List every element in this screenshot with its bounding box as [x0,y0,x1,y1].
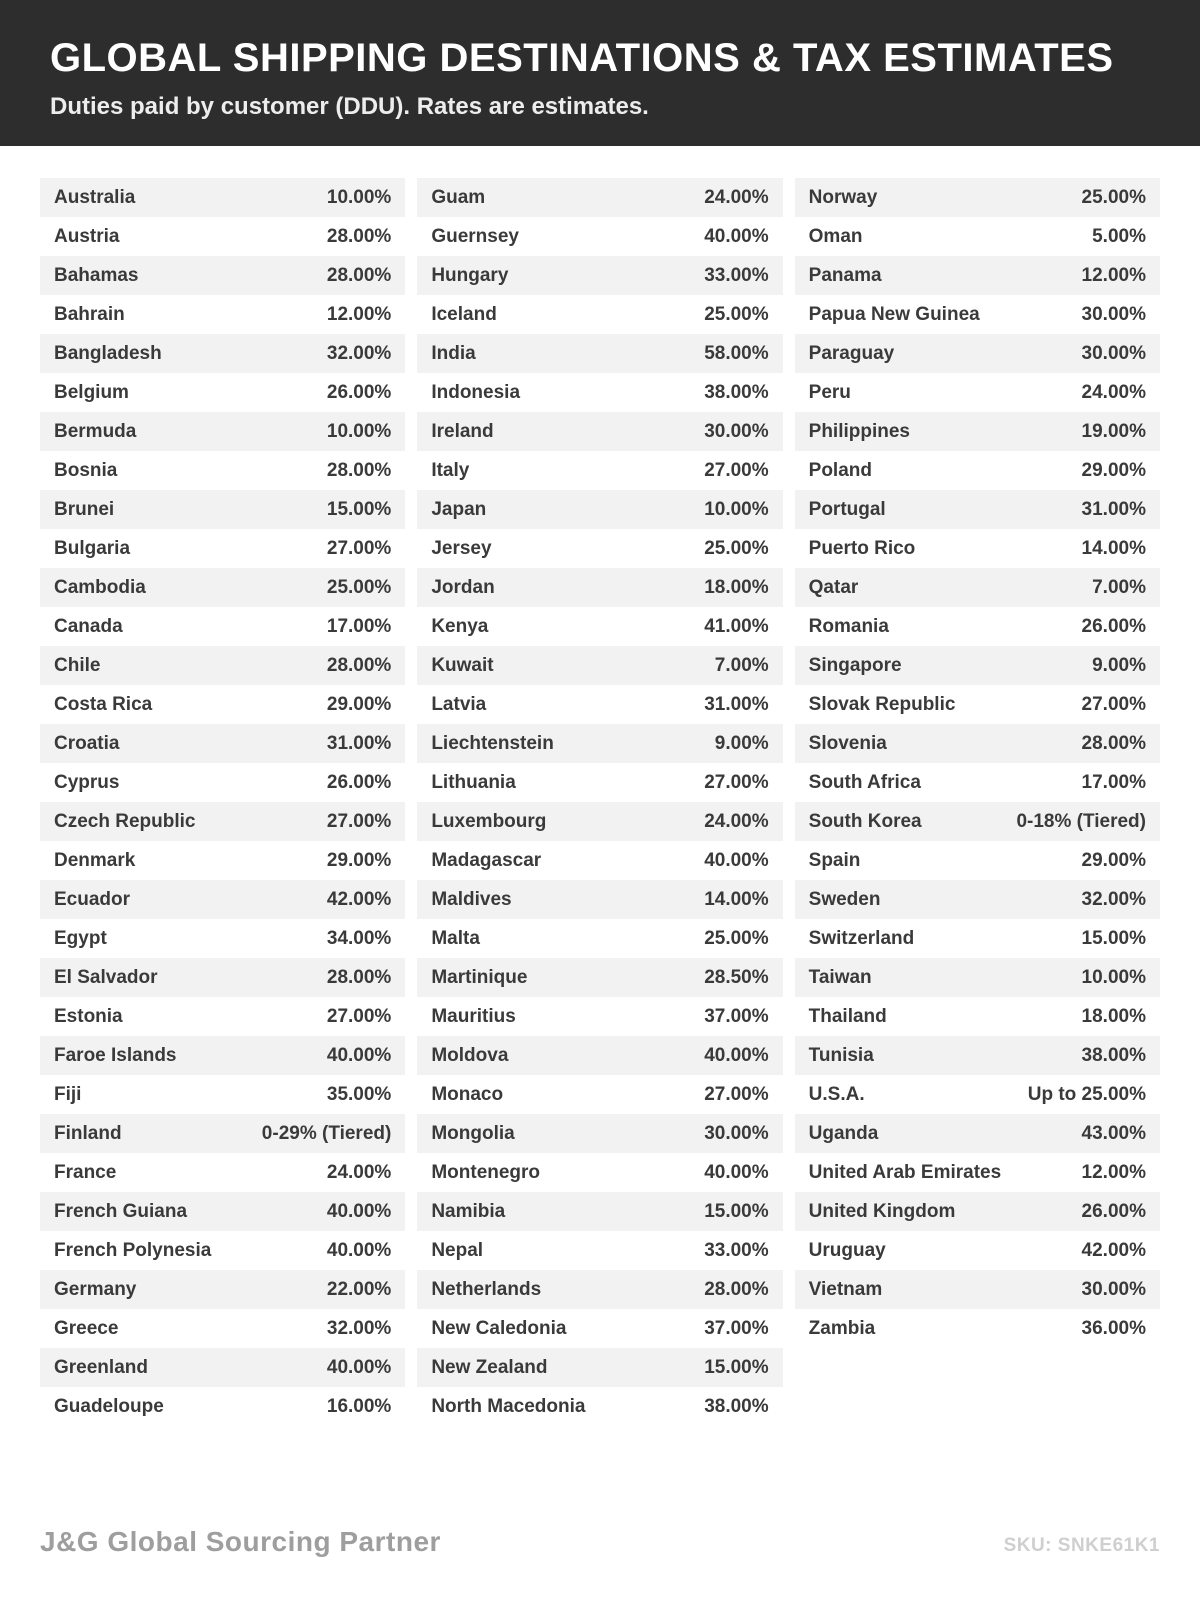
country-name: Portugal [808,498,886,520]
tax-rate: 25.00% [326,576,392,598]
tax-rate: 7.00% [1092,576,1146,598]
table-row [40,412,405,451]
country-name: Philippines [808,420,911,442]
tax-rate: 31.00% [1081,498,1146,520]
tax-rate: 27.00% [704,459,769,481]
country-name: Japan [431,498,487,520]
table-row [417,997,782,1036]
tax-rate: 37.00% [704,1317,769,1339]
country-name: Faroe Islands [54,1044,177,1066]
table-row [795,178,1160,217]
tax-rate: 43.00% [1081,1122,1146,1144]
country-name: Jordan [431,576,495,598]
table-row [40,295,405,334]
table-row [40,607,405,646]
tax-rate: 30.00% [1081,1278,1146,1300]
tax-rate: 38.00% [704,1395,769,1417]
table-row [417,529,782,568]
tax-rate: 24.00% [704,186,769,208]
country-name: Indonesia [431,381,521,403]
table-row [795,295,1160,334]
table-row [417,1192,782,1231]
table-row [795,529,1160,568]
country-name: Greece [54,1317,119,1339]
country-name: Cyprus [54,771,120,793]
table-row [795,919,1160,958]
country-name: Spain [808,849,861,871]
tax-rate: 25.00% [1081,186,1146,208]
table-row [40,373,405,412]
table-row [417,1309,782,1348]
country-name: Ireland [431,420,494,442]
tax-rate: 28.50% [704,966,769,988]
country-name: Zambia [808,1317,876,1339]
tax-rate: 16.00% [326,1395,392,1417]
tax-rate: 25.00% [704,303,769,325]
country-name: Bahrain [54,303,125,325]
tax-rate: 18.00% [1081,1005,1146,1027]
table-row [40,958,405,997]
table-column-2 [417,178,782,1426]
country-name: Ecuador [54,888,131,910]
tax-rate: 12.00% [1081,1161,1146,1183]
table-row [40,529,405,568]
tax-rate: 24.00% [1081,381,1146,403]
table-row [417,1387,782,1426]
tax-rate: Up to 25.00% [1027,1083,1146,1105]
table-row [417,1270,782,1309]
tax-rate: 29.00% [326,693,392,715]
country-name: Slovenia [808,732,887,754]
country-name: Greenland [54,1356,148,1378]
country-name: North Macedonia [431,1395,586,1417]
country-name: Maldives [431,888,512,910]
tax-rate: 40.00% [704,225,769,247]
table-row [795,1309,1160,1348]
table-row [795,1153,1160,1192]
table-row [795,568,1160,607]
country-name: United Kingdom [808,1200,956,1222]
country-name: El Salvador [54,966,158,988]
country-name: Bosnia [54,459,118,481]
country-name: Liechtenstein [431,732,554,754]
tax-rate: 38.00% [1081,1044,1146,1066]
table-row [40,256,405,295]
country-name: Cambodia [54,576,146,598]
country-name: Bangladesh [54,342,162,364]
table-row [40,919,405,958]
tax-rate: 29.00% [1081,849,1146,871]
table-row [417,568,782,607]
country-name: Puerto Rico [808,537,916,559]
tax-rate: 22.00% [326,1278,392,1300]
tax-rate: 27.00% [1081,693,1146,715]
table-row [40,1192,405,1231]
tax-rate: 0-29% (Tiered) [261,1122,392,1144]
country-name: U.S.A. [808,1083,865,1105]
table-column-1 [40,178,405,1426]
country-name: Sweden [808,888,881,910]
table-row [40,217,405,256]
country-name: Egypt [54,927,107,949]
table-row [795,997,1160,1036]
table-row [417,490,782,529]
tax-rate: 32.00% [326,1317,392,1339]
table-column-3 [795,178,1160,1426]
country-name: French Guiana [54,1200,188,1222]
table-row [795,451,1160,490]
tax-rate: 37.00% [704,1005,769,1027]
tax-rate: 12.00% [1081,264,1146,286]
tax-rate: 33.00% [704,264,769,286]
tax-rate: 31.00% [326,732,392,754]
tax-rate: 10.00% [326,186,392,208]
country-name: Belgium [54,381,129,403]
country-name: Thailand [808,1005,887,1027]
table-row [40,334,405,373]
table-row [795,646,1160,685]
country-name: Guam [431,186,486,208]
tax-rate: 41.00% [704,615,769,637]
tax-rate: 28.00% [326,264,392,286]
table-row [417,217,782,256]
tax-rate: 28.00% [704,1278,769,1300]
table-row [417,256,782,295]
country-name: India [431,342,476,364]
table-row [40,1387,405,1426]
tax-rate: 33.00% [704,1239,769,1261]
tax-rate: 32.00% [1081,888,1146,910]
table-row [40,880,405,919]
table-row [795,373,1160,412]
tax-rate: 38.00% [704,381,769,403]
table-row [795,1270,1160,1309]
table-row [795,724,1160,763]
table-row [417,412,782,451]
tax-rate: 24.00% [326,1161,392,1183]
table-row [417,1036,782,1075]
country-name: Kuwait [431,654,494,676]
country-name: French Polynesia [54,1239,212,1261]
tax-rate: 25.00% [704,537,769,559]
table-row [795,334,1160,373]
tax-rate: 28.00% [326,225,392,247]
tax-rate: 15.00% [704,1356,769,1378]
country-name: South Africa [808,771,921,793]
country-name: Estonia [54,1005,123,1027]
tax-rate: 40.00% [704,1044,769,1066]
table-row [417,295,782,334]
table-row [417,178,782,217]
table-row [417,334,782,373]
sku-label: SKU: SNKE61K1 [1003,1535,1160,1556]
table-row [40,1309,405,1348]
tax-rate: 15.00% [1081,927,1146,949]
country-name: Finland [54,1122,122,1144]
table-row [795,1075,1160,1114]
country-name: United Arab Emirates [808,1161,1002,1183]
tax-rate-table [0,146,1200,1426]
country-name: Fiji [54,1083,82,1105]
table-row [40,724,405,763]
table-row [40,841,405,880]
country-name: Bahamas [54,264,139,286]
country-name: Montenegro [431,1161,541,1183]
page-header [0,0,1200,146]
table-row [40,685,405,724]
page-subtitle: Duties paid by customer (DDU). Rates are estimates. [50,93,649,120]
country-name: South Korea [808,810,922,832]
table-row [795,607,1160,646]
tax-rate: 28.00% [326,966,392,988]
country-name: Germany [54,1278,137,1300]
country-name: Italy [431,459,470,481]
tax-rate: 14.00% [704,888,769,910]
country-name: Croatia [54,732,120,754]
tax-rate: 40.00% [326,1044,392,1066]
country-name: Australia [54,186,136,208]
tax-rate: 5.00% [1092,225,1146,247]
tax-rate: 29.00% [326,849,392,871]
tax-rate: 36.00% [1081,1317,1146,1339]
table-row [417,1075,782,1114]
table-row [40,568,405,607]
table-row [795,763,1160,802]
tax-rate: 27.00% [704,771,769,793]
country-name: Malta [431,927,480,949]
tax-rate: 15.00% [704,1200,769,1222]
table-row [417,724,782,763]
tax-rate: 28.00% [1081,732,1146,754]
table-row [40,1348,405,1387]
table-row [417,919,782,958]
table-row [40,490,405,529]
table-row [40,451,405,490]
table-row [417,685,782,724]
country-name: Uganda [808,1122,879,1144]
country-name: Monaco [431,1083,504,1105]
table-row [417,607,782,646]
country-name: France [54,1161,117,1183]
table-row [417,802,782,841]
tax-rate: 10.00% [1081,966,1146,988]
table-row [417,880,782,919]
tax-rate: 29.00% [1081,459,1146,481]
tax-rate: 9.00% [1092,654,1146,676]
tax-rate: 40.00% [704,1161,769,1183]
tax-rate: 14.00% [1081,537,1146,559]
country-name: Lithuania [431,771,516,793]
country-name: Bulgaria [54,537,131,559]
country-name: Slovak Republic [808,693,956,715]
table-row [795,1192,1160,1231]
table-row [417,646,782,685]
table-row [795,1114,1160,1153]
country-name: Iceland [431,303,497,325]
country-name: Poland [808,459,872,481]
country-name: Brunei [54,498,115,520]
table-row [795,490,1160,529]
country-name: Latvia [431,693,487,715]
table-row [795,880,1160,919]
country-name: Romania [808,615,889,637]
country-name: Qatar [808,576,859,598]
page-title: GLOBAL SHIPPING DESTINATIONS & TAX ESTIMATES [50,36,1114,80]
table-row [417,1153,782,1192]
tax-rate: 27.00% [704,1083,769,1105]
tax-rate: 58.00% [704,342,769,364]
country-name: Guernsey [431,225,519,247]
tax-rate: 42.00% [326,888,392,910]
table-row [795,958,1160,997]
tax-rate: 30.00% [1081,342,1146,364]
country-name: Martinique [431,966,528,988]
table-row [795,217,1160,256]
table-row [417,451,782,490]
table-row [795,412,1160,451]
country-name: Hungary [431,264,509,286]
country-name: Peru [808,381,851,403]
country-name: New Caledonia [431,1317,567,1339]
country-name: Paraguay [808,342,895,364]
tax-rate: 7.00% [714,654,769,676]
country-name: Taiwan [808,966,872,988]
tax-rate: 24.00% [704,810,769,832]
table-row [417,1231,782,1270]
tax-rate: 27.00% [326,1005,392,1027]
tax-rate: 34.00% [326,927,392,949]
country-name: Czech Republic [54,810,196,832]
country-name: Kenya [431,615,489,637]
country-name: Mauritius [431,1005,516,1027]
table-row [40,178,405,217]
tax-rate: 19.00% [1081,420,1146,442]
tax-rate: 30.00% [704,420,769,442]
table-row [40,1231,405,1270]
country-name: Netherlands [431,1278,542,1300]
country-name: Bermuda [54,420,137,442]
tax-rate: 35.00% [326,1083,392,1105]
table-row [417,373,782,412]
country-name: Luxembourg [431,810,547,832]
tax-rate: 27.00% [326,537,392,559]
country-name: Tunisia [808,1044,874,1066]
country-name: Costa Rica [54,693,153,715]
table-row [40,646,405,685]
tax-rate: 18.00% [704,576,769,598]
table-row [40,1114,405,1153]
table-row [40,802,405,841]
country-name: New Zealand [431,1356,548,1378]
tax-rate: 15.00% [326,498,392,520]
tax-rate: 25.00% [704,927,769,949]
table-row [40,1270,405,1309]
tax-rate: 28.00% [326,459,392,481]
tax-rate: 27.00% [326,810,392,832]
tax-rate: 40.00% [326,1356,392,1378]
tax-rate: 26.00% [326,381,392,403]
tax-rate: 9.00% [714,732,769,754]
table-row [417,763,782,802]
tax-rate: 42.00% [1081,1239,1146,1261]
table-row [417,1348,782,1387]
tax-rate: 17.00% [1081,771,1146,793]
country-name: Uruguay [808,1239,886,1261]
country-name: Canada [54,615,123,637]
page-footer [40,1526,1160,1558]
country-name: Mongolia [431,1122,515,1144]
tax-rate: 12.00% [326,303,392,325]
table-row [40,1036,405,1075]
country-name: Nepal [431,1239,484,1261]
tax-rate: 30.00% [1081,303,1146,325]
table-row [417,958,782,997]
tax-rate: 40.00% [704,849,769,871]
country-name: Norway [808,186,878,208]
country-name: Madagascar [431,849,542,871]
country-name: Oman [808,225,863,247]
table-row [417,841,782,880]
country-name: Chile [54,654,101,676]
country-name: Vietnam [808,1278,883,1300]
table-row [40,997,405,1036]
table-row [795,1231,1160,1270]
country-name: Austria [54,225,120,247]
tax-rate: 28.00% [326,654,392,676]
table-row [417,1114,782,1153]
tax-rate: 30.00% [704,1122,769,1144]
tax-rate: 40.00% [326,1200,392,1222]
tax-rate: 10.00% [326,420,392,442]
tax-rate: 31.00% [704,693,769,715]
table-row [40,763,405,802]
brand-name: J&G Global Sourcing Partner [40,1526,441,1557]
country-name: Papua New Guinea [808,303,980,325]
table-row [795,256,1160,295]
tax-rate: 0-18% (Tiered) [1016,810,1146,832]
country-name: Jersey [431,537,492,559]
country-name: Singapore [808,654,902,676]
country-name: Moldova [431,1044,509,1066]
tax-rate: 26.00% [1081,615,1146,637]
tax-rate: 17.00% [326,615,392,637]
tax-rate: 10.00% [704,498,769,520]
table-row [40,1153,405,1192]
table-row [40,1075,405,1114]
tax-rate: 40.00% [326,1239,392,1261]
country-name: Namibia [431,1200,506,1222]
table-row [795,685,1160,724]
country-name: Denmark [54,849,136,871]
table-row [795,1036,1160,1075]
tax-rate: 26.00% [326,771,392,793]
country-name: Guadeloupe [54,1395,164,1417]
tax-rate: 32.00% [326,342,392,364]
country-name: Panama [808,264,882,286]
country-name: Switzerland [808,927,915,949]
tax-rate: 26.00% [1081,1200,1146,1222]
table-row [795,841,1160,880]
table-row [795,802,1160,841]
